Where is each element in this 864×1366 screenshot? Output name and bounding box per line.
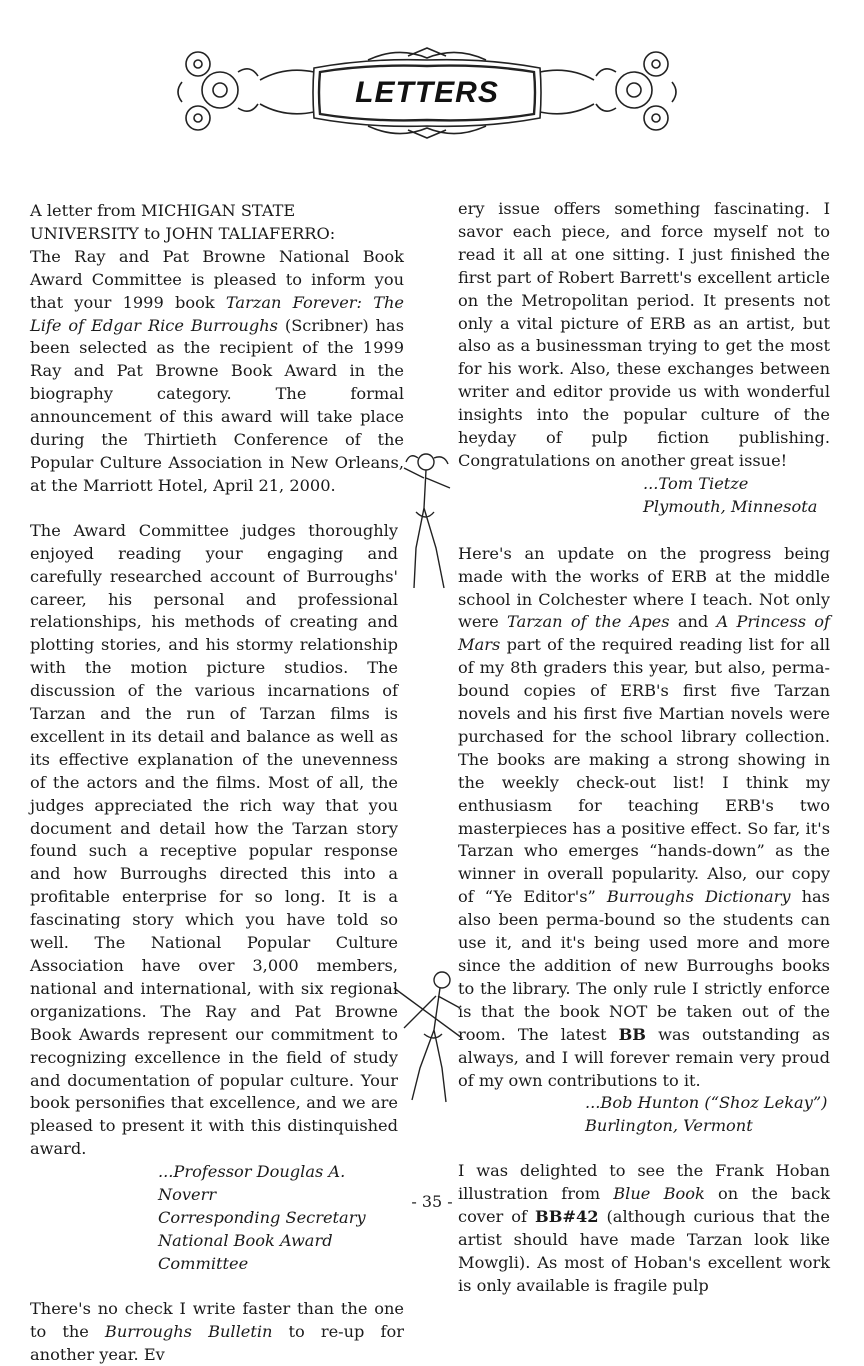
letter-text: on the back cover of bbox=[458, 1184, 830, 1227]
letter-continuation: ery issue offers something fascinating. I savor each piece, and force myself not to read it all at one sitting. I just finished the first part of Robert Barrett's excellent article on the Metropolitan period. It presents not only a vital picture of ERB as an artist, but also as a businessman trying to get the most for his work. Also, these exchanges between writer and editor provide us with wonderful insights into the popular culture of the heyday of pulp fiction publishing. Congratulations on another great issue! bbox=[458, 199, 830, 470]
signature-place: Burlington, Vermont bbox=[585, 1116, 753, 1136]
letter-text: and bbox=[669, 612, 717, 632]
right-column bbox=[458, 198, 830, 1298]
letter-paragraph bbox=[30, 1298, 404, 1366]
publication-title: Burroughs Bulletin bbox=[104, 1321, 273, 1341]
signature-name: ...Bob Hunton (“Shoz Lekay”) bbox=[585, 1093, 828, 1113]
letter-text: (Scribner) has been selected as the recipient of the 1999 Ray and Pat Browne Book Award in the biography category. The formal announcement of this award will take place during the Thirtieth Conference of the Popular Culture Association in New Orleans, at the Marriott Hotel, April 21, 2000. bbox=[30, 315, 404, 495]
book-title: Tarzan of the Apes bbox=[507, 612, 670, 632]
letter-text: Here's an update on the progress being made with the works of ERB at the middle school in Colchester where I teach. Not only were bbox=[458, 543, 830, 632]
tarzan-figure-illustration bbox=[396, 448, 458, 598]
signature-name: ...Tom Tietze bbox=[643, 473, 749, 493]
letter-intro: A letter from MICHIGAN STATE UNIVERSITY to JOHN TALIAFERRO: bbox=[30, 201, 336, 243]
letter-text: part of the required reading list for all of my 8th graders this year, but also, perma-bound copies of ERB's first five Tarzan novels and his first five Martian novels were purchased for the school library collection. The books are making a strong showing in the weekly check-out list! I think my enthusiasm for teaching ERB's two masterpieces has a positive effect. So far, it's Tarzan who emerges “hands-down” as the winner in overall popularity. Also, our copy of “Ye Editor's” bbox=[458, 635, 830, 907]
letter-text: The Ray and Pat Browne National Book Award Committee is pleased to inform you that your 1999 book bbox=[30, 246, 404, 312]
letter-text: There's no check I write faster than the one to the bbox=[30, 1298, 404, 1341]
publication-title: Blue Book bbox=[613, 1184, 705, 1204]
tarzan-spear-illustration bbox=[390, 968, 470, 1108]
letter-text: has also been perma-bound so the students can use it, and it's being used more and more since the addition of new Burroughs books to the library. The only rule I strictly enforce is that the book NOT be taken out of the room. The latest bbox=[458, 887, 830, 1044]
letter-text: (although curious that the artist should have made Tarzan look like Mowgli). As most of Hoban's excellent work is only available is fragile pulp bbox=[458, 1207, 830, 1295]
book-title: Tarzan Forever: The Life of Edgar Rice Burroughs bbox=[30, 292, 404, 335]
book-title: A Princess of Mars bbox=[458, 612, 831, 655]
magazine-issue: BB#42 bbox=[535, 1207, 599, 1227]
letter-paragraph bbox=[458, 543, 830, 1093]
signature-place: Plymouth, Minnesota bbox=[643, 496, 818, 516]
letter-text: to re-up for another year. Ev bbox=[30, 1321, 404, 1364]
letter-text: I was delighted to see the Frank Hoban illustration from bbox=[458, 1161, 830, 1204]
signature-title: Corresponding Secretary bbox=[158, 1207, 366, 1227]
letter-paragraph: The Award Committee judges thoroughly enjoyed reading your engaging and carefully researched account of Burroughs' career, his personal and professional relationships, his methods of creating and plotting stories, and his stormy relationship with the motion picture studios. The discussion of the various incarnations of Tarzan and the run of Tarzan films is excellent in its detail and balance as well as its effective explanation of the unevenness of the actors and the films. Most of all, the judges appreciated the rich way that you document and detail how the Tarzan story found such a receptive popular response and how Burroughs directed this into a profitable enterprise for so long. It is a fascinating story which you have told so well. The National Popular Culture Association have over 3,000 members, national and international, with six regional organizations. The Ray and Pat Browne Book Awards represent our commitment to recognizing excellence in the field of study and documentation of popular culture. Your book personifies that excellence, and we are pleased to present it with this distinquished award. bbox=[30, 520, 398, 1159]
signature-org: National Book Award Committee bbox=[158, 1230, 333, 1273]
letter-paragraph bbox=[30, 246, 404, 498]
page-number: - 35 - bbox=[411, 1192, 453, 1211]
signature-name: ...Professor Douglas A. Noverr bbox=[158, 1162, 346, 1205]
letter-text: was outstanding as always, and I will forever remain very proud of my own contributions to it. bbox=[458, 1024, 830, 1090]
letters-banner bbox=[168, 42, 686, 142]
page-title: LETTERS bbox=[355, 76, 499, 109]
book-title: Burroughs Dictionary bbox=[606, 887, 791, 907]
magazine-abbrev: BB bbox=[618, 1024, 646, 1044]
